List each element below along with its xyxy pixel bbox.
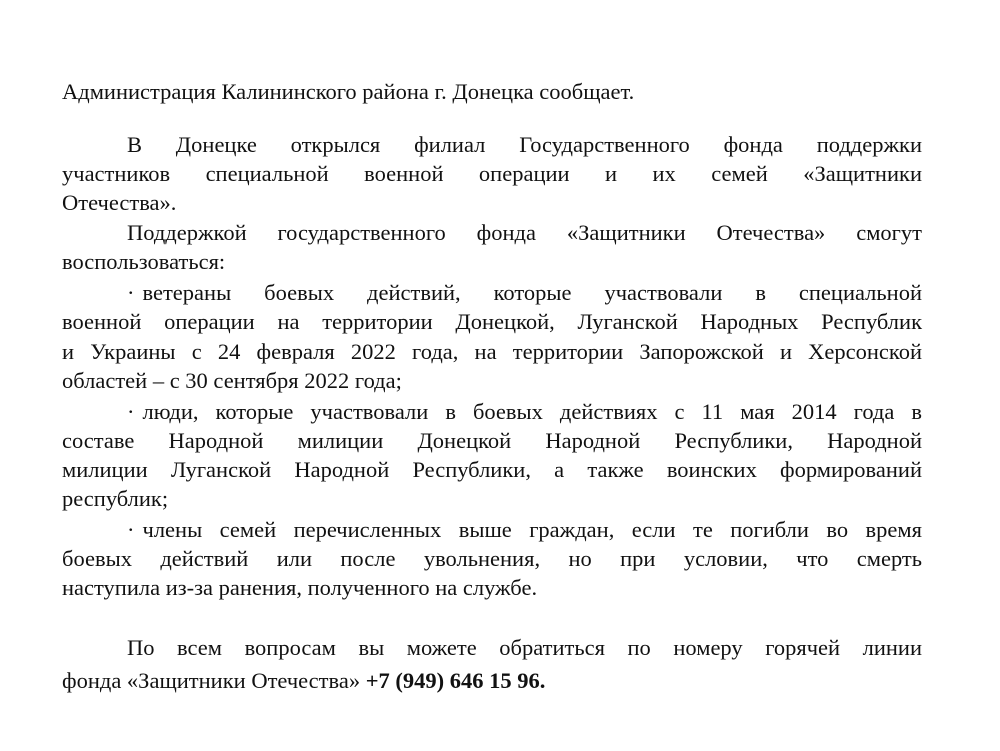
bullet-1-line-3: и Украины с 24 февраля 2022 года, на территории Запорожской и Херсонской bbox=[62, 339, 922, 364]
bullet-2-line-2: составе Народной милиции Донецкой Народной Республики, Народной bbox=[62, 428, 922, 453]
paragraph-1-line-1: В Донецке открылся филиал Государственного фонда поддержки bbox=[127, 132, 922, 157]
bullet-item-1 bbox=[62, 279, 922, 307]
bullet-2-line-1: люди, которые участвовали в боевых действиях с 11 мая 2014 года в bbox=[142, 399, 922, 424]
bullet-marker: · bbox=[127, 280, 135, 305]
bullet-item-3 bbox=[62, 516, 922, 544]
paragraph-2-line-1: Поддержкой государственного фонда «Защитники Отечества» смогут bbox=[127, 220, 922, 245]
paragraph-1-line-3: Отечества». bbox=[62, 190, 177, 215]
paragraph-2-line-2: воспользоваться: bbox=[62, 249, 226, 274]
bullet-1-line-4: областей – с 30 сентября 2022 года; bbox=[62, 368, 402, 393]
bullet-3-line-1: члены семей перечисленных выше граждан, если те погибли во время bbox=[142, 517, 922, 542]
paragraph-1-line-2: участников специальной военной операции и их семей «Защитники bbox=[62, 161, 922, 186]
bullet-2-line-3: милиции Луганской Народной Республики, а также воинских формирований bbox=[62, 457, 922, 482]
bullet-item-2 bbox=[62, 398, 922, 426]
bullet-1-line-1: ветераны боевых действий, которые участвовали в специальной bbox=[142, 280, 922, 305]
bullet-2-line-4: республик; bbox=[62, 486, 169, 511]
contact-line-1: По всем вопросам вы можете обратиться по номеру горячей линии bbox=[127, 635, 922, 660]
bullet-1-line-2: военной операции на территории Донецкой, Луганской Народных Республик bbox=[62, 309, 922, 334]
bullet-3-line-2: боевых действий или после увольнения, но при условии, что смерть bbox=[62, 546, 922, 571]
hotline-phone-number: +7 (949) 646 15 96. bbox=[365, 668, 546, 693]
document-header: Администрация Калининского района г. Донецка сообщает. bbox=[62, 79, 635, 104]
bullet-marker: · bbox=[127, 517, 135, 542]
contact-prefix: фонда «Защитники Отечества» bbox=[62, 668, 366, 693]
bullet-3-line-3: наступила из-за ранения, полученного на службе. bbox=[62, 575, 538, 600]
bullet-marker: · bbox=[127, 399, 135, 424]
contact-line-2 bbox=[62, 667, 922, 695]
